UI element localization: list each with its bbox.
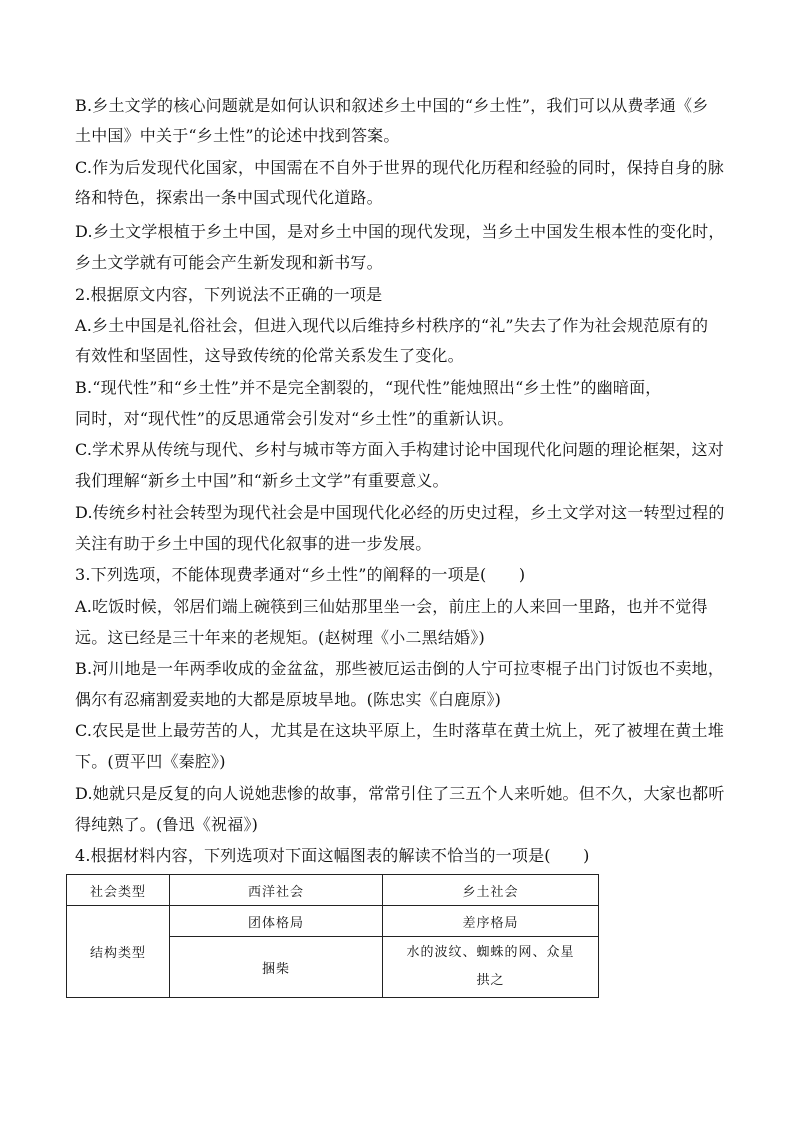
option-b1-line1: B.乡土文学的核心问题就是如何认识和叙述乡土中国的“乡土性”，我们可以从费孝通《乡 xyxy=(75,96,709,115)
option-d2-line1: D.传统乡村社会转型为现代社会是中国现代化必经的历史过程，乡土文学对这一转型过程的 xyxy=(75,503,725,522)
option-d3-line2: 得纯熟了。(鲁迅《祝福》) xyxy=(75,815,259,834)
western-metaphor: 捆柴 xyxy=(170,937,383,998)
rural-metaphor xyxy=(383,937,599,998)
society-comparison-table xyxy=(66,874,599,998)
question-3: 3.下列选项，不能体现费孝通对“乡土性”的阐释的一项是( ) xyxy=(75,565,526,584)
rural-metaphor-line2: 拱之 xyxy=(476,973,505,988)
western-pattern: 团体格局 xyxy=(170,906,383,937)
option-c3-line1: C.农民是世上最劳苦的人，尤其是在这块平原上，生时落草在黄土炕上，死了被埋在黄土堆 xyxy=(75,721,724,740)
option-c2-line2: 我们理解“新乡土中国”和“新乡土文学”有重要意义。 xyxy=(75,471,449,490)
rural-metaphor-line1: 水的波纹、蜘蛛的网、众星 xyxy=(406,945,575,960)
option-a2-line2: 有效性和坚固性，这导致传统的伦常关系发生了变化。 xyxy=(75,346,464,365)
option-d1-line1: D.乡土文学根植于乡土中国，是对乡土中国的现代发现，当乡土中国发生根本性的变化时， xyxy=(75,222,725,241)
header-rural-society: 乡土社会 xyxy=(383,875,599,906)
option-a2-line1: A.乡土中国是礼俗社会，但进入现代以后维持乡村秩序的“礼”失去了作为社会规范原有的 xyxy=(75,316,709,335)
option-d3-line1: D.她就只是反复的向人说她悲惨的故事，常常引住了三五个人来听她。但不久，大家也都听 xyxy=(75,784,725,803)
structure-type-label: 结构类型 xyxy=(67,906,170,998)
question-4: 4.根据材料内容，下列选项对下面这幅图表的解读不恰当的一项是( ) xyxy=(75,846,590,865)
table-row xyxy=(67,906,599,937)
option-b1-line2: 土中国》中关于“乡土性”的论述中找到答案。 xyxy=(75,126,400,145)
option-a3-line1: A.吃饭时候，邻居们端上碗筷到三仙姑那里坐一会，前庄上的人来回一里路，也并不觉得 xyxy=(75,597,708,616)
table-row xyxy=(67,875,599,906)
option-a3-line2: 远。这已经是三十年来的老规矩。(赵树理《小二黑结婚》) xyxy=(75,628,485,647)
option-b2-line1: B.“现代性”和“乡土性”并不是完全割裂的，“现代性”能烛照出“乡土性”的幽暗面， xyxy=(75,378,662,397)
header-western-society: 西洋社会 xyxy=(170,875,383,906)
option-d1-line2: 乡土文学就有可能会产生新发现和新书写。 xyxy=(75,253,383,272)
question-2: 2.根据原文内容，下列说法不正确的一项是 xyxy=(75,285,383,304)
option-c3-line2: 下。(贾平凹《秦腔》) xyxy=(75,752,226,771)
option-d2-line2: 关注有助于乡土中国的现代化叙事的进一步发展。 xyxy=(75,534,432,553)
rural-pattern: 差序格局 xyxy=(383,906,599,937)
option-c2-line1: C.学术界从传统与现代、乡村与城市等方面入手构建讨论中国现代化问题的理论框架，这对 xyxy=(75,440,724,459)
option-c1-line2: 络和特色，探索出一条中国式现代化道路。 xyxy=(75,188,383,207)
option-c1-line1: C.作为后发现代化国家，中国需在不自外于世界的现代化历程和经验的同时，保持自身的脉 xyxy=(75,158,724,177)
option-b3-line2: 偶尔有忍痛割爱卖地的大都是原坡旱地。(陈忠实《白鹿原》) xyxy=(75,690,502,709)
option-b2-line2: 同时，对“现代性”的反思通常会引发对“乡土性”的重新认识。 xyxy=(75,409,514,428)
option-b3-line1: B.河川地是一年两季收成的金盆盆，那些被厄运击倒的人宁可拉枣棍子出门讨饭也不卖地， xyxy=(75,659,725,678)
header-society-type: 社会类型 xyxy=(67,875,170,906)
